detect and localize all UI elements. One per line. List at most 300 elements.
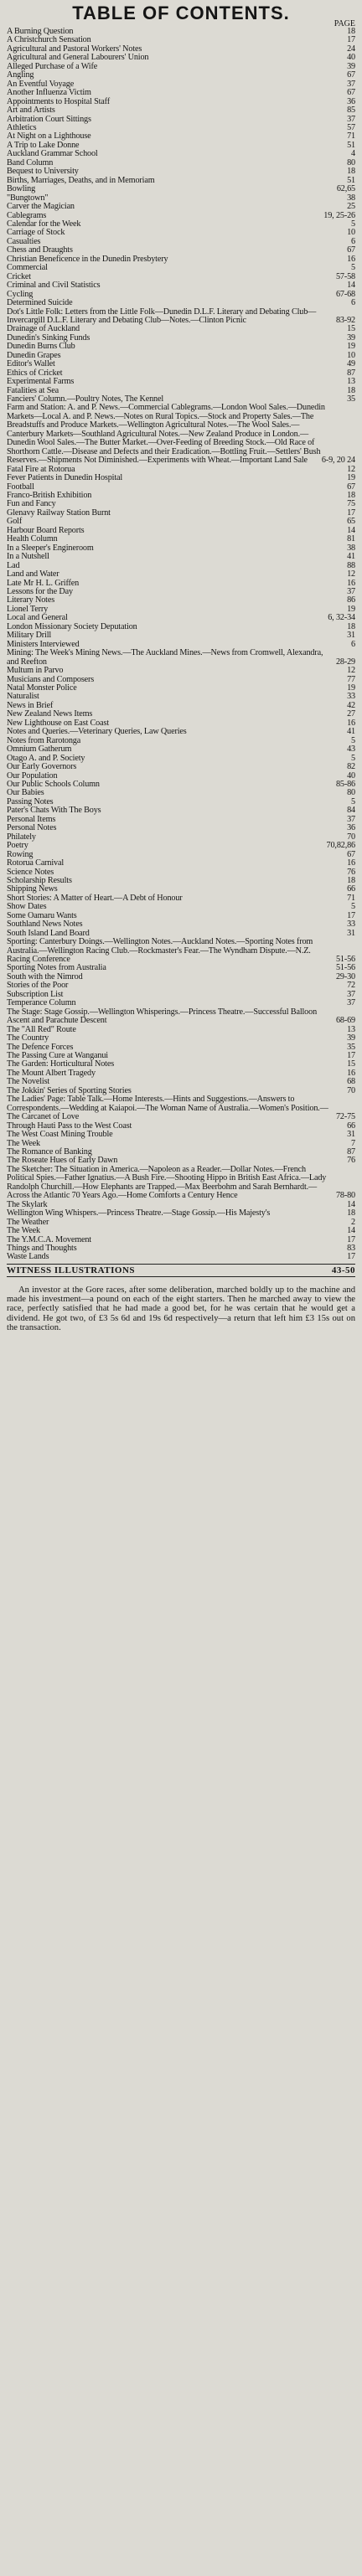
entry-page: 41 (347, 727, 355, 737)
entry-page: 14 (347, 1199, 355, 1209)
entry-title: Football (7, 482, 34, 492)
entry-title: The Country (7, 1033, 49, 1043)
entry-page: 37 (347, 587, 355, 596)
entry-page: 86 (347, 595, 355, 605)
entry-title: Fun and Fancy (7, 499, 56, 509)
contents-entry (7, 544, 355, 553)
contents-entry (7, 938, 355, 964)
entry-title: Southland News Notes (7, 920, 83, 930)
entry-page: 13 (347, 1024, 355, 1034)
contents-entry (7, 816, 355, 824)
entry-title: News in Brief (7, 700, 54, 710)
entry-title: Land and Water (7, 569, 59, 580)
entry-page: 77 (347, 674, 355, 684)
entry-title: Band Column (7, 157, 54, 167)
entry-title: Lad (7, 560, 20, 570)
entry-title: The Weather (7, 1217, 49, 1227)
contents-entry (7, 859, 355, 868)
entry-title: Pater's Chats With The Boys (7, 806, 101, 816)
entry-page: 27 (347, 709, 355, 719)
entry-title: Chess and Draughts (7, 245, 73, 255)
entry-title: South Island Land Board (7, 928, 90, 938)
contents-entry (7, 203, 355, 211)
page-title: TABLE OF CONTENTS. (72, 3, 290, 23)
entry-page: 13 (347, 377, 355, 387)
contents-entry (7, 894, 355, 903)
entry-page: 65 (347, 517, 355, 527)
page-column-header: PAGE (334, 19, 355, 28)
entry-title: The Ladies' Page: Table Talk.—Home Interests.—Hints and Suggestions.—Answers to Correspondents.—Wedding at Kaiapoi.—The Woman Name of Australia.—Women's Position.—The Carcanet of Love (7, 1095, 328, 1122)
entry-title: Waste Lands (7, 1252, 49, 1262)
entry-title: Cablegrams (7, 210, 47, 220)
entry-title: Poetry (7, 841, 28, 851)
entry-page: 75 (347, 499, 355, 509)
entry-page: 39 (347, 332, 355, 343)
contents-entry (7, 308, 355, 326)
entry-title: A Trip to Lake Donne (7, 140, 80, 150)
entry-page: 67 (347, 70, 355, 80)
entry-page: 14 (347, 1226, 355, 1236)
entry-page: 37 (347, 989, 355, 999)
witness-page: 43-50 (331, 1265, 355, 1275)
contents-entry (7, 1209, 355, 1218)
entry-page: 2 (351, 1217, 355, 1227)
entry-page: 83 (347, 1243, 355, 1253)
entry-title: The Mount Albert Tragedy (7, 1068, 96, 1078)
entry-page: 87 (347, 368, 355, 378)
entry-page: 72 (347, 981, 355, 991)
contents-entry (7, 264, 355, 272)
entry-title: Fatalities at Sea (7, 385, 59, 395)
contents-entry (7, 763, 355, 771)
entry-page: 76 (347, 1156, 355, 1166)
entry-page: 15 (347, 1059, 355, 1069)
entry-title: Late Mr H. L. Griffen (7, 578, 80, 588)
entry-title: Agricultural and Pastoral Workers' Notes (7, 44, 142, 54)
contents-entry (7, 185, 355, 193)
contents-entry (7, 588, 355, 596)
entry-title: Passing Notes (7, 796, 54, 806)
entry-page: 10 (347, 228, 355, 238)
entry-title: Criminal and Civil Statistics (7, 281, 101, 291)
entry-page: 76 (347, 867, 355, 877)
contents-entry (7, 833, 355, 842)
contents-entry (7, 509, 355, 518)
entry-title: Appointments to Hospital Staff (7, 96, 110, 106)
entry-title: Editor's Wallet (7, 359, 55, 369)
entry-page: 43 (347, 744, 355, 755)
entry-title: Ethics of Cricket (7, 368, 63, 378)
entry-page: 37 (347, 998, 355, 1008)
contents-entry (7, 693, 355, 701)
contents-entry (7, 150, 355, 158)
entry-title: Local and General (7, 613, 68, 623)
entry-title: Shipping News (7, 884, 58, 894)
contents-entry (7, 177, 355, 185)
entry-title: Sporting Notes from Australia (7, 963, 106, 973)
entry-page: 66 (347, 884, 355, 894)
entry-page: 62,65 (336, 184, 355, 194)
entry-title: Through Hauti Pass to the West Coast (7, 1121, 132, 1131)
entry-page: 17 (347, 910, 355, 920)
entry-title: Naturalist (7, 692, 39, 702)
entry-page: 6 (351, 298, 355, 308)
entry-page: 87 (347, 1147, 355, 1157)
entry-title: Agricultural and General Labourers' Union (7, 53, 149, 63)
entry-title: Cricket (7, 271, 31, 281)
entry-page: 67 (347, 482, 355, 492)
entry-page: 37 (347, 814, 355, 824)
contents-entry (7, 596, 355, 605)
entry-title: Multum in Parvo (7, 666, 64, 676)
witness-label: WITNESS ILLUSTRATIONS (7, 1265, 136, 1275)
witness-illustrations-entry (7, 1264, 355, 1277)
entry-page: 42 (347, 700, 355, 710)
contents-entry (7, 98, 355, 106)
entry-title: Franco-British Exhibition (7, 491, 92, 501)
entry-page: 15 (347, 324, 355, 334)
entry-title: An Eventful Voyage (7, 79, 75, 89)
contents-entry (7, 1244, 355, 1253)
entry-title: Health Column (7, 534, 58, 544)
entry-title: Our Babies (7, 788, 44, 798)
entry-page: 12 (347, 464, 355, 474)
entry-page: 51-56 (335, 955, 355, 965)
entry-title: The Y.M.C.A. Movement (7, 1234, 91, 1244)
entry-title: Fatal Fire at Rotorua (7, 464, 75, 474)
entry-title: "Bungtown" (7, 193, 49, 203)
entry-page: 19 (347, 473, 355, 483)
entry-title: New Zealand News Items (7, 709, 93, 719)
entry-page: 41 (347, 552, 355, 562)
entry-page: 31 (347, 1130, 355, 1140)
entry-title: Military Drill (7, 631, 52, 641)
entry-title: London Missionary Society Deputation (7, 621, 137, 631)
entry-page: 70 (347, 1085, 355, 1095)
entry-page: 51 (347, 140, 355, 150)
entry-page: 39 (347, 61, 355, 71)
entry-page: 57 (347, 122, 355, 132)
contents-entry (7, 824, 355, 832)
entry-title: Sporting: Canterbury Doings.—Wellington Notes.—Auckland Notes.—Sporting Notes from Australia.—Wellington Racing Club.—Rockmaster's Fear.—The Wyndham Dispute.—N.Z. Racing Conference (7, 937, 313, 965)
contents-entry (7, 684, 355, 693)
contents-entry (7, 1218, 355, 1227)
contents-entry (7, 553, 355, 561)
entry-page: 85-86 (335, 779, 355, 789)
entry-title: Experimental Farms (7, 377, 75, 387)
entry-title: Athletics (7, 122, 37, 132)
entry-title: In a Sleeper's Engineroom (7, 543, 94, 553)
entry-title: Casualties (7, 236, 41, 246)
entry-page: 33 (347, 920, 355, 930)
entry-page: 10 (347, 350, 355, 360)
news-paragraph: An investor at the Gore races, after some deliberation, marched boldly up to the machine and made his investment—a pound on each of the eight starters. Then he marched away to view the race, perfectly satisfied that he had made a good bet, for he was certain that he would get a dividend. He got two, of £3 5s 6d and 19s 6d respectively—a return that left him £3 15s out on the transaction. (7, 1285, 355, 1332)
entry-title: Our Early Governors (7, 762, 77, 772)
entry-title: Dot's Little Folk: Letters from the Little Folk—Dunedin D.L.F. Literary and Debating Club—Invercargill D.L.F. Literary and Debating Club—Notes.—Clinton Picnic (7, 307, 317, 325)
entry-title: Scholarship Results (7, 875, 72, 885)
entry-page: 7 (351, 1138, 355, 1148)
entry-page: 70,82,86 (326, 841, 355, 851)
contents-entry (7, 781, 355, 789)
entry-page: 36 (347, 96, 355, 106)
entry-page: 18 (347, 1208, 355, 1218)
entry-title: Mining: The Week's Mining News.—The Auckland Mines.—News from Cromwell, Alexandra, and Reefton (7, 648, 323, 667)
entry-title: The Skylark (7, 1199, 48, 1209)
entry-title: The Week (7, 1138, 40, 1148)
entry-title: Lionel Terry (7, 604, 49, 614)
entry-page: 18 (347, 27, 355, 36)
entry-title: Determined Suicide (7, 298, 73, 308)
entry-page: 71 (347, 893, 355, 903)
entry-page: 35 (347, 394, 355, 404)
entry-title: Wellington Wing Whispers.—Princess Theatre.—Stage Gossip.—His Majesty's (7, 1208, 271, 1218)
contents-entry (7, 1069, 355, 1078)
entry-title: The West Coast Mining Trouble (7, 1130, 113, 1140)
entry-page: 17 (347, 1051, 355, 1061)
entry-page: 5 (351, 753, 355, 763)
entry-page: 4 (351, 149, 355, 159)
contents-entry (7, 1095, 355, 1121)
contents-entry (7, 352, 355, 360)
entry-title: The Jokkin' Series of Sporting Stories (7, 1085, 132, 1095)
entry-title: Omnium Gatherum (7, 744, 72, 755)
entry-title: Literary Notes (7, 595, 55, 605)
entry-title: Christian Beneficence in the Dunedin Presbytery (7, 254, 168, 264)
entry-page: 51-56 (335, 963, 355, 973)
entry-title: The Sketcher: The Situation in America.—Napoleon as a Reader.—Dollar Notes.—French Political Spies.—Father Ignatius.—A Bush Fire.—Shooting Hippo in British East Africa.—Lady Randolph Churchill.—How Elephants are Trapped.—Max Beerbohm and Sarah Bernhardt.—Across the Atlantic 70 Years Ago.—Home Comforts a Century Hence (7, 1164, 327, 1201)
entry-title: Glenavy Railway Station Burnt (7, 507, 111, 518)
entry-title: Fever Patients in Dunedin Hospital (7, 473, 123, 483)
contents-entry (7, 116, 355, 124)
contents-entry (7, 789, 355, 797)
entry-title: The "All Red" Route (7, 1024, 76, 1034)
entry-page: 36 (347, 823, 355, 833)
entry-title: Otago A. and P. Society (7, 753, 85, 763)
contents-entry (7, 1026, 355, 1034)
entry-title: Notes from Rarotonga (7, 735, 81, 745)
entry-page: 16 (347, 254, 355, 264)
entry-title: Bowling (7, 184, 36, 194)
contents-entry (7, 63, 355, 71)
entry-page: 18 (347, 491, 355, 501)
entry-title: Auckland Grammar School (7, 149, 98, 159)
contents-entry (7, 806, 355, 815)
entry-page: 83-92 (335, 315, 355, 325)
entry-page: 12 (347, 666, 355, 676)
entry-title: Science Notes (7, 867, 54, 877)
entry-page: 28-29 (335, 657, 355, 667)
entry-title: At Night on a Lighthouse (7, 131, 91, 142)
entry-title: Commercial (7, 263, 48, 273)
contents-entry (7, 404, 355, 465)
entry-title: The Defence Forces (7, 1042, 74, 1052)
entry-page: 78-80 (335, 1191, 355, 1201)
entry-title: A Burning Question (7, 27, 74, 36)
contents-entry (7, 1131, 355, 1139)
entry-title: Ministers Interviewed (7, 639, 80, 649)
entry-page: 18 (347, 385, 355, 395)
contents-entry (7, 1166, 355, 1201)
entry-title: Cycling (7, 289, 34, 299)
entry-page: 67-68 (335, 289, 355, 299)
entry-title: Art and Artists (7, 106, 55, 116)
entry-page: 16 (347, 1068, 355, 1078)
entry-title: Stories of the Poor (7, 981, 69, 991)
entry-title: Golf (7, 517, 23, 527)
entry-page: 17 (347, 507, 355, 518)
entry-title: Fanciers' Column.—Poultry Notes, The Kennel (7, 394, 164, 404)
entry-page: 57-58 (335, 271, 355, 281)
contents-entry (7, 842, 355, 850)
contents-entry (7, 877, 355, 885)
entry-title: The Novelist (7, 1077, 50, 1087)
entry-page: 25 (347, 202, 355, 212)
entry-title: Temperance Column (7, 998, 76, 1008)
entry-page: 17 (347, 1234, 355, 1244)
entry-page: 66 (347, 1121, 355, 1131)
entry-page: 5 (351, 902, 355, 912)
entry-page: 19 (347, 683, 355, 693)
contents-entry (7, 492, 355, 500)
entry-page: 18 (347, 875, 355, 885)
entry-title: The Stage: Stage Gossip.—Wellington Whisperings.—Princess Theatre.—Successful Balloon Ascent and Parachute Descent (7, 1007, 318, 1026)
entry-title: Dunedin Burns Club (7, 342, 75, 352)
contents-entry (7, 474, 355, 482)
entry-title: The Passing Cure at Wanganui (7, 1051, 108, 1061)
contents-entry (7, 649, 355, 667)
entry-title: Notes and Queries.—Veterinary Queries, Law Queries (7, 727, 187, 737)
entry-page: 19, 25-26 (323, 210, 355, 220)
entry-page: 33 (347, 692, 355, 702)
entry-title: In a Nutshell (7, 552, 49, 562)
entry-page: 29-30 (335, 971, 355, 981)
entry-page: 19 (347, 342, 355, 352)
entry-page: 5 (351, 796, 355, 806)
entry-page: 85 (347, 106, 355, 116)
entry-page: 16 (347, 578, 355, 588)
contents-entry (7, 1008, 355, 1026)
entry-title: Harbour Board Reports (7, 525, 85, 535)
entry-page: 12 (347, 569, 355, 580)
entry-page: 68 (347, 1077, 355, 1087)
entry-title: Some Oamaru Wants (7, 910, 77, 920)
entry-page: 14 (347, 281, 355, 291)
contents-entry (7, 1253, 355, 1261)
entry-page: 39 (347, 1033, 355, 1043)
entry-title: Farm and Station: A. and P. News.—Commercial Cablegrams.—London Wool Sales.—Dunedin Markets—Local A. and P. News.—Notes on Rural Topics.—Stock and Property Sales.—The Breadstuffs and Produce Markets.—Wellington Agricultural Notes.—The Wool Sales.—Canterbury Markets—Southland Agricultural Notes.—New Zealand Produce in London.—Dunedin Wool Sales.—The Butter Market.—Over-Feeding of Breeding Stock.—Old Race of Shorthorn Cattle.—Disease and Defects and their Eradication.—Bottling Fruit.—Settlers' Bush Reserves.—Shipments Not Diminished.—Experiments with Wheat.—Important Land Sale (7, 403, 325, 466)
entry-page: 51 (347, 175, 355, 185)
entry-title: Births, Marriages, Deaths, and in Memoriam (7, 175, 155, 185)
entry-page: 6-9, 20 24 (321, 456, 355, 466)
entry-page: 31 (347, 928, 355, 938)
entry-page: 38 (347, 193, 355, 203)
entry-title: The Garden: Horticultural Notes (7, 1059, 115, 1069)
entry-page: 67 (347, 88, 355, 98)
entry-page: 24 (347, 44, 355, 54)
entry-title: Another Influenza Victim (7, 88, 91, 98)
entry-page: 14 (347, 525, 355, 535)
entry-title: Subscription List (7, 989, 64, 999)
entry-title: Bequest to University (7, 167, 79, 177)
entry-title: Our Public Schools Column (7, 779, 100, 789)
entry-title: Things and Thoughts (7, 1243, 77, 1253)
entry-title: Rowing (7, 849, 34, 859)
entry-title: The Week (7, 1226, 40, 1236)
entry-page: 88 (347, 560, 355, 570)
entry-title: The Roseate Hues of Early Dawn (7, 1156, 118, 1166)
entry-page: 81 (347, 534, 355, 544)
entry-page: 72-75 (335, 1112, 355, 1122)
entry-page: 49 (347, 359, 355, 369)
entry-title: Alleged Purchase of a Wife (7, 61, 98, 71)
entry-page: 40 (347, 53, 355, 63)
entry-page: 5 (351, 263, 355, 273)
contents-entry (7, 378, 355, 386)
contents-entry (7, 527, 355, 535)
entry-title: Angling (7, 70, 34, 80)
entry-title: Carriage of Stock (7, 228, 65, 238)
entry-title: Carver the Magician (7, 202, 75, 212)
entry-page: 70 (347, 832, 355, 842)
contents-entry (7, 623, 355, 631)
entry-page: 40 (347, 770, 355, 781)
entry-page: 16 (347, 858, 355, 868)
entry-page: 5 (351, 735, 355, 745)
entry-title: Show Dates (7, 902, 47, 912)
entry-title: Our Population (7, 770, 58, 781)
entry-title: Calendar for the Week (7, 219, 81, 229)
entry-title: Dunedin's Sinking Funds (7, 332, 90, 343)
entry-title: Personal Notes (7, 823, 57, 833)
entry-page: 80 (347, 788, 355, 798)
entry-page: 17 (347, 1252, 355, 1262)
entry-page: 35 (347, 1042, 355, 1052)
entry-page: 19 (347, 604, 355, 614)
entry-title: Dunedin Grapes (7, 350, 61, 360)
entry-page: 37 (347, 79, 355, 89)
entry-title: New Lighthouse on East Coast (7, 718, 109, 728)
entry-title: Short Stories: A Matter of Heart.—A Debt of Honour (7, 893, 183, 903)
entry-page: 38 (347, 543, 355, 553)
entry-page: 16 (347, 718, 355, 728)
entry-page: 80 (347, 157, 355, 167)
entry-page: 6 (351, 639, 355, 649)
entry-page: 67 (347, 849, 355, 859)
entry-title: Arbitration Court Sittings (7, 114, 91, 124)
entry-page: 71 (347, 131, 355, 142)
entry-page: 17 (347, 35, 355, 45)
entry-title: Drainage of Auckland (7, 324, 80, 334)
entry-title: Musicians and Composers (7, 674, 95, 684)
entry-title: A Christchurch Sensation (7, 35, 91, 45)
entry-page: 18 (347, 167, 355, 177)
contents-entry (7, 255, 355, 264)
entry-title: Rotorua Carnival (7, 858, 65, 868)
entry-page: 37 (347, 114, 355, 124)
entry-title: Philately (7, 832, 36, 842)
entry-title: South with the Nimrod (7, 971, 83, 981)
entry-title: Personal Items (7, 814, 56, 824)
entry-page: 84 (347, 806, 355, 816)
contents-entry (7, 281, 355, 290)
entry-page: 31 (347, 631, 355, 641)
entry-page: 5 (351, 219, 355, 229)
entry-title: Lessons for the Day (7, 587, 73, 596)
entry-page: 67 (347, 245, 355, 255)
entry-page: 6, 32-34 (328, 613, 355, 623)
contents-list (7, 28, 355, 1262)
entry-title: The Romance of Banking (7, 1147, 92, 1157)
